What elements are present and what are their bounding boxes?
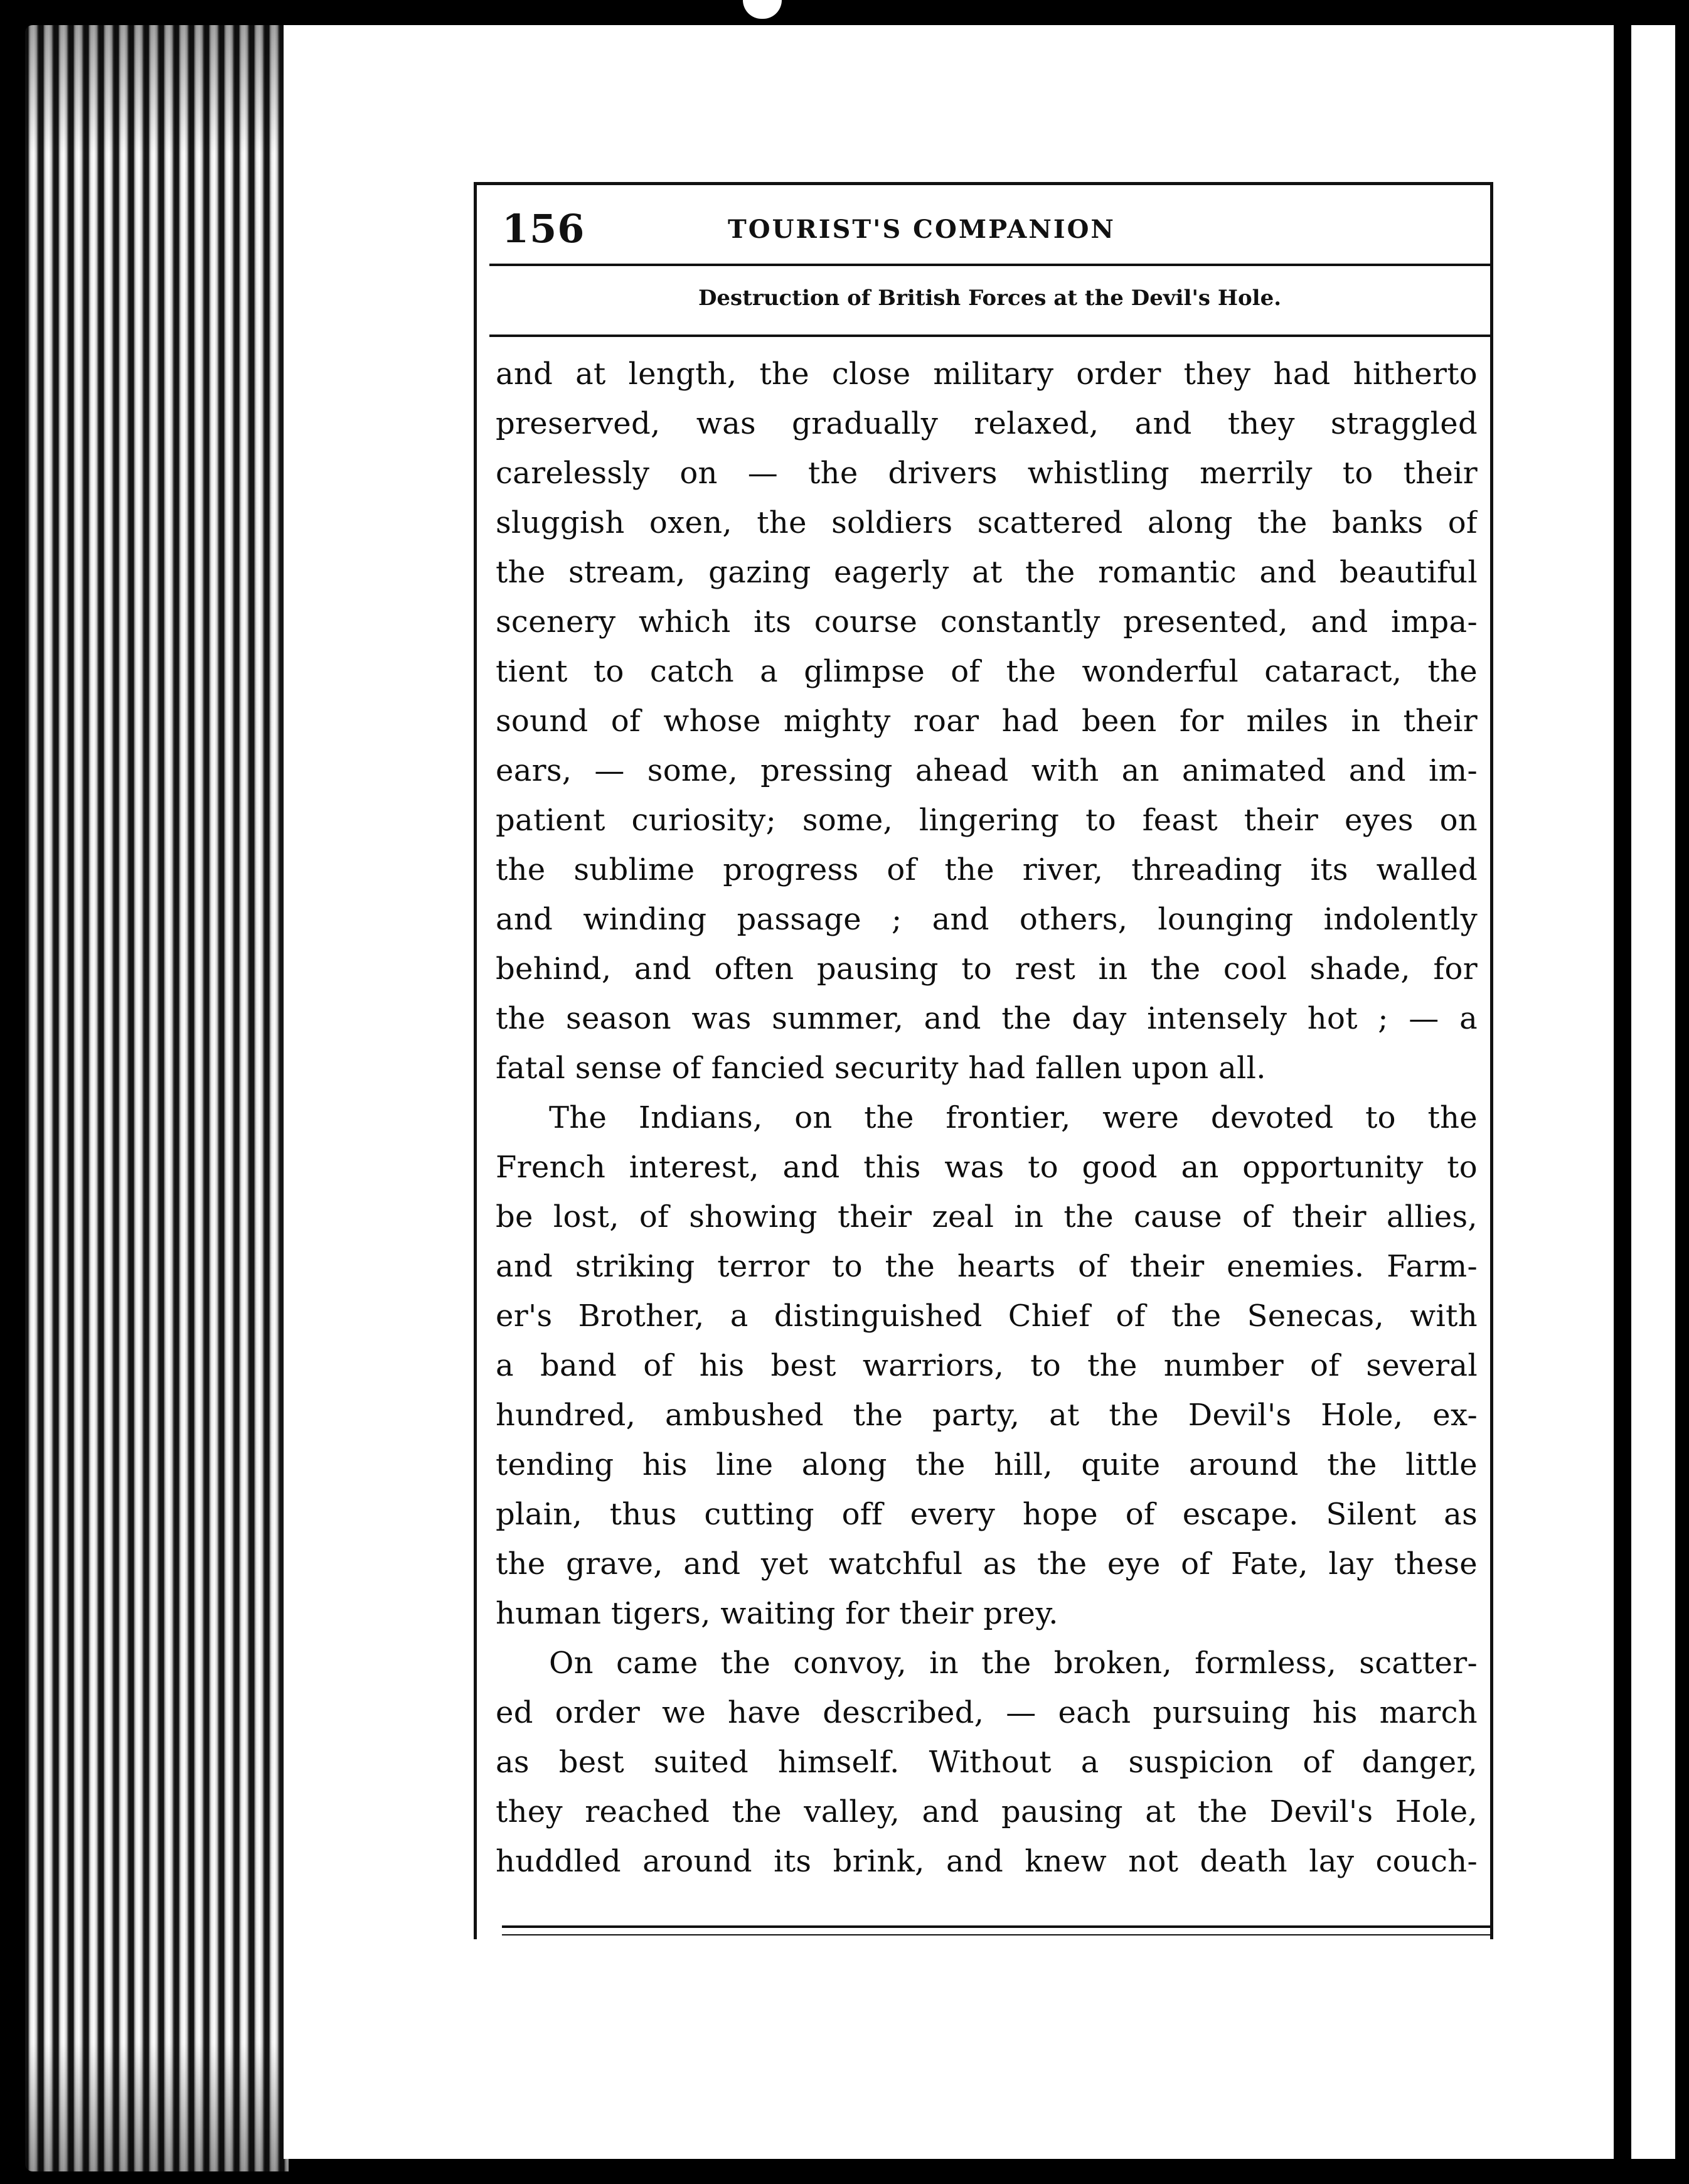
facing-page-edge xyxy=(1631,25,1675,2159)
text-line: patient curiosity; some, lingering to feast their eyes on xyxy=(496,803,1478,838)
bottom-rule xyxy=(502,1925,1493,1928)
text-line: they reached the valley, and pausing at the Devil's Hole, xyxy=(496,1794,1478,1829)
text-line: and winding passage ; and others, lounging indolently xyxy=(496,902,1478,937)
text-line: scenery which its course constantly presented, and impa- xyxy=(496,604,1478,640)
text-line: and striking terror to the hearts of their enemies. Farm- xyxy=(496,1249,1478,1284)
text-line: sound of whose mighty roar had been for miles in their xyxy=(496,704,1478,739)
text-line: sluggish oxen, the soldiers scattered along the banks of xyxy=(496,505,1478,540)
text-line: tending his line along the hill, quite around the little xyxy=(496,1447,1478,1482)
text-line: the season was summer, and the day intensely hot ; — a xyxy=(496,1001,1478,1036)
text-line: the stream, gazing eagerly at the romantic and beautiful xyxy=(496,555,1478,590)
bottom-rule-thin xyxy=(502,1934,1493,1935)
text-line: ed order we have described, — each pursuing his march xyxy=(496,1695,1478,1730)
gutter xyxy=(1614,0,1631,2184)
text-line: be lost, of showing their zeal in the cause of their allies, xyxy=(496,1199,1478,1234)
text-line: fatal sense of fancied security had fallen upon all. xyxy=(496,1051,1266,1086)
running-head xyxy=(502,204,1478,254)
header-rule xyxy=(489,264,1490,266)
text-line: huddled around its brink, and knew not death lay couch- xyxy=(496,1844,1478,1879)
page-number: 156 xyxy=(502,206,585,252)
text-line: as best suited himself. Without a suspicion of danger, xyxy=(496,1745,1478,1780)
text-line: The Indians, on the frontier, were devoted to the xyxy=(549,1100,1478,1135)
text-line: ears, — some, pressing ahead with an animated and im- xyxy=(496,753,1478,788)
frame-corner xyxy=(474,1920,502,1939)
page-edges xyxy=(25,25,289,2171)
text-line: behind, and often pausing to rest in the cool shade, for xyxy=(496,951,1478,987)
text-line: human tigers, waiting for their prey. xyxy=(496,1596,1058,1631)
text-line: hundred, ambushed the party, at the Devil's Hole, ex- xyxy=(496,1398,1478,1433)
text-line: plain, thus cutting off every hope of escape. Silent as xyxy=(496,1497,1478,1532)
running-title: TOURIST'S COMPANION xyxy=(728,215,1116,244)
text-line: carelessly on — the drivers whistling merrily to their xyxy=(496,456,1478,491)
text-line: a band of his best warriors, to the number of several xyxy=(496,1348,1478,1383)
binding-clasp xyxy=(740,0,784,21)
body-text xyxy=(496,350,1478,1887)
text-line: the grave, and yet watchful as the eye of Fate, lay these xyxy=(496,1546,1478,1582)
section-heading: Destruction of British Forces at the Devil's Hole. xyxy=(698,286,1282,311)
text-line: preserved, was gradually relaxed, and they straggled xyxy=(496,406,1478,441)
text-line: the sublime progress of the river, threading its walled xyxy=(496,852,1478,887)
text-line: French interest, and this was to good an opportunity to xyxy=(496,1150,1478,1185)
text-block-frame xyxy=(474,182,1493,1939)
subheading-rule xyxy=(489,335,1490,337)
text-line: and at length, the close military order they had hitherto xyxy=(496,356,1478,392)
text-line: er's Brother, a distinguished Chief of the Senecas, with xyxy=(496,1298,1478,1334)
text-line: tient to catch a glimpse of the wonderful cataract, the xyxy=(496,654,1478,689)
text-line: On came the convoy, in the broken, formless, scatter- xyxy=(549,1646,1478,1681)
